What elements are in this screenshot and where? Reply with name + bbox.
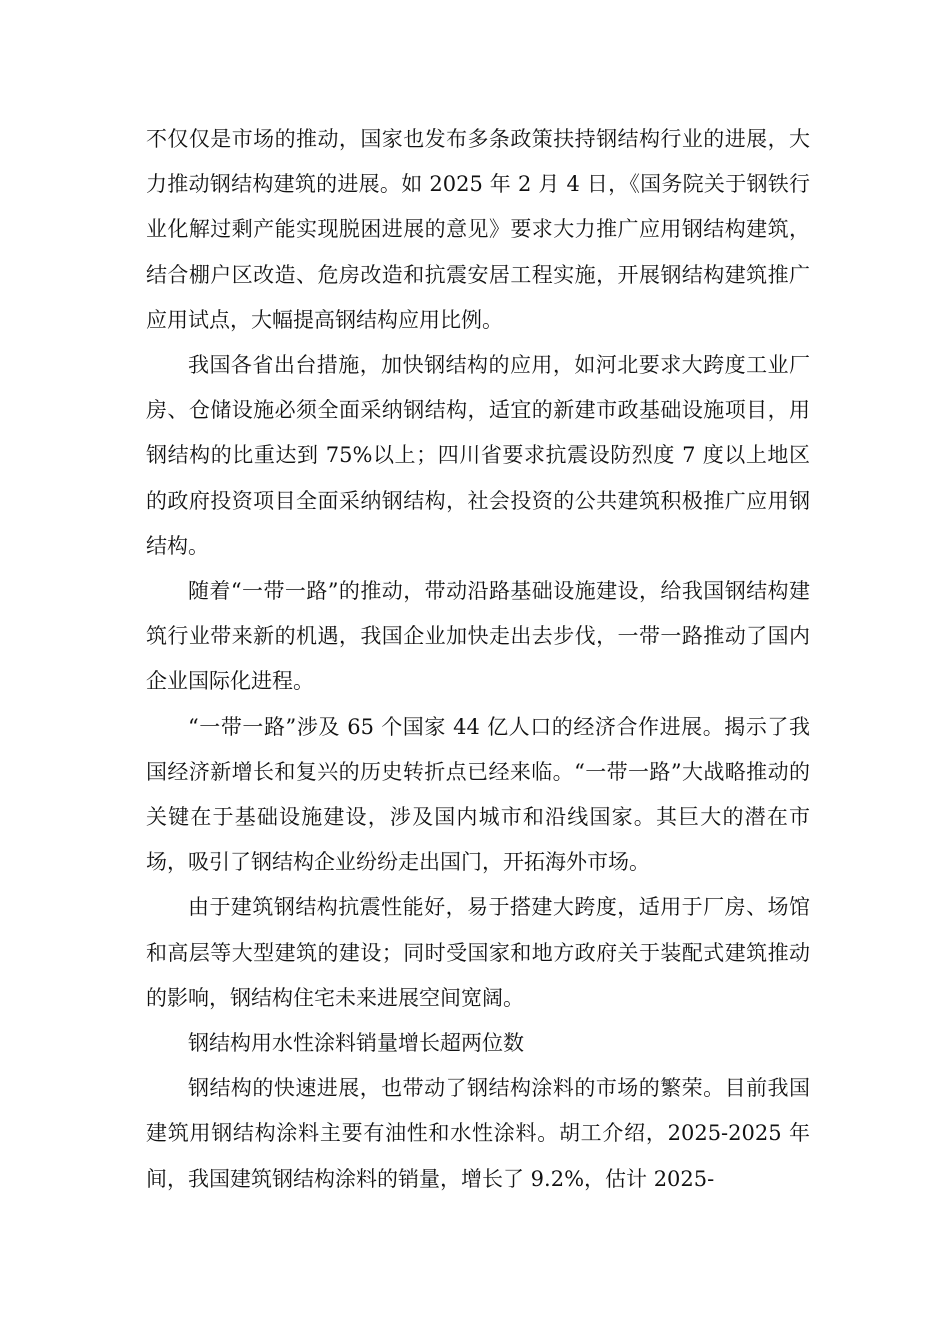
paragraph-provinces: 我国各省出台措施，加快钢结构的应用，如河北要求大跨度工业厂房、仓储设施必须全面采纳钢结构，适宜的新建市政基础设施项目，用钢结构的比重达到 75%以上；四川省要求抗震设防烈度 7 度以上地区的政府投资项目全面采纳钢结构，社会投资的公共建筑积极推广应用钢结构。 [146, 353, 810, 558]
paragraph-seismic: 由于建筑钢结构抗震性能好，易于搭建大跨度，适用于厂房、场馆和高层等大型建筑的建设；同时受国家和地方政府关于装配式建筑推动的影响，钢结构住宅未来进展空间宽阔。 [146, 895, 810, 1010]
paragraph-coatings: 钢结构的快速进展，也带动了钢结构涂料的市场的繁荣。目前我国建筑用钢结构涂料主要有油性和水性涂料。胡工介绍，2025-2025 年间，我国建筑钢结构涂料的销量，增长了 9.2%，估计 2025- [146, 1076, 810, 1191]
paragraph-belt-road-economy: “一带一路”涉及 65 个国家 44 亿人口的经济合作进展。揭示了我国经济新增长和复兴的历史转折点已经来临。“一带一路”大战略推动的关键在于基础设施建设，涉及国内城市和沿线国家。其巨大的潜在市场，吸引了钢结构企业纷纷走出国门，开拓海外市场。 [146, 714, 810, 875]
paragraph-belt-road: 随着“一带一路”的推动，带动沿路基础设施建设，给我国钢结构建筑行业带来新的机遇，我国企业加快走出去步伐，一带一路推动了国内企业国际化进程。 [146, 579, 810, 694]
paragraph-policy: 不仅仅是市场的推动，国家也发布多条政策扶持钢结构行业的进展，大力推动钢结构建筑的进展。如 2025 年 2 月 4 日，《国务院关于钢铁行业化解过剩产能实现脱困进展的意见》要求大力推广应用钢结构建筑，结合棚户区改造、危房改造和抗震安居工程实施，开展钢结构建筑推广应用试点，大幅提高钢结构应用比例。 [146, 127, 810, 332]
body-text [146, 117, 810, 1202]
section-heading: 钢结构用水性涂料销量增长超两位数 [188, 1031, 524, 1056]
